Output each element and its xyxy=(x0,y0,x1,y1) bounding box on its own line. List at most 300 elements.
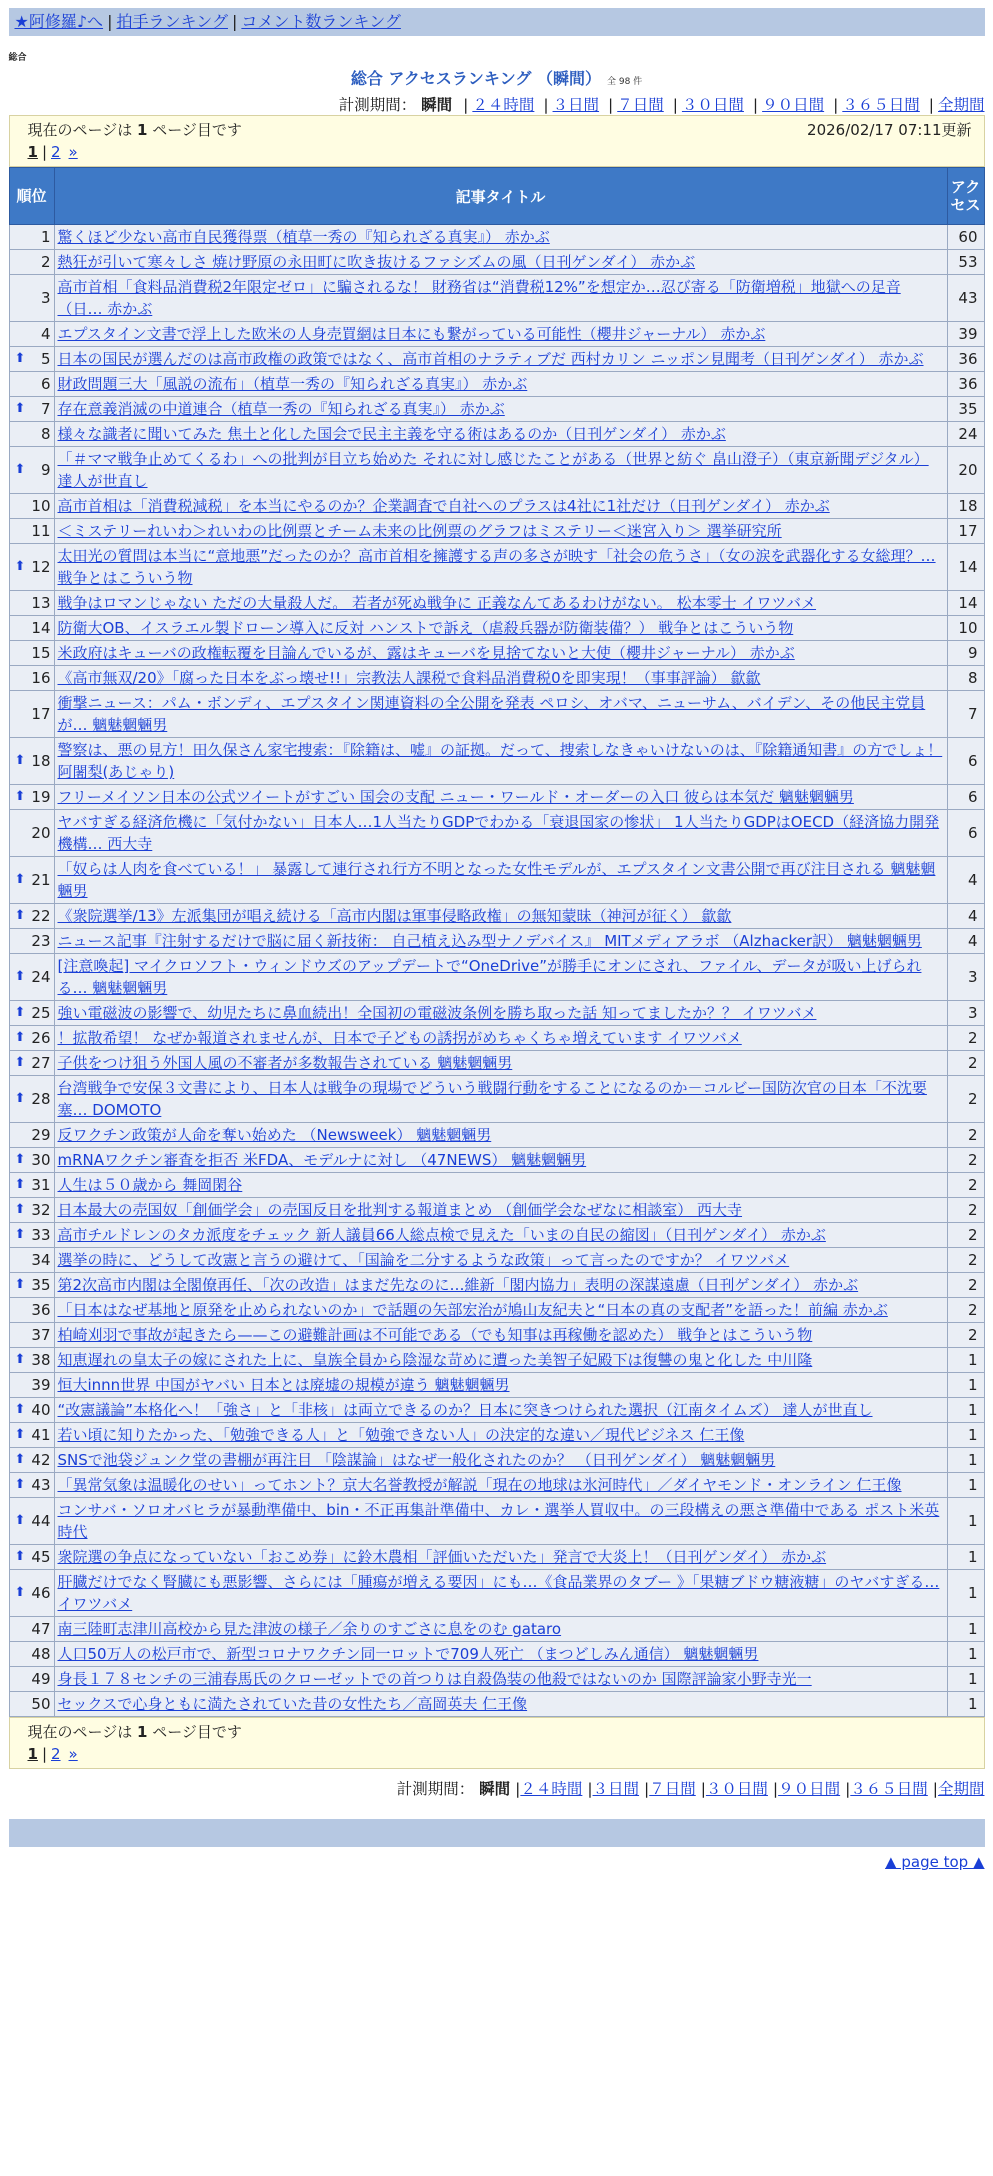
rank-number: 31 xyxy=(31,1176,51,1194)
rank-cell xyxy=(9,1692,54,1717)
ranking-table xyxy=(9,167,985,1717)
title-cell xyxy=(54,372,947,397)
rank-cell xyxy=(9,1498,54,1545)
article-link[interactable]: ニュース記事『注射するだけで脳に届く新技術： 自己植え込み型ナノデバイス』 MITメディアラボ （Alzhacker訳） 魑魅魍魎男 xyxy=(57,932,922,950)
article-link[interactable]: ！拡散希望！ なぜか報道されませんが、日本で子どもの誘拐がめちゃくちゃ増えています イワツバメ xyxy=(57,1029,742,1047)
rank-number: 40 xyxy=(31,1401,51,1419)
title-cell xyxy=(54,591,947,616)
article-link[interactable]: 高市チルドレンのタカ派度をチェック 新人議員66人総点検で見えた「いまの自民の縮図」（日刊ゲンダイ） 赤かぶ xyxy=(57,1226,826,1244)
table-row xyxy=(9,810,984,857)
article-link[interactable]: SNSで池袋ジュンク堂の書棚が再注目 「陰謀論」はなぜ一般化されたのか？ （日刊ゲンダイ） 魑魅魍魎男 xyxy=(57,1451,776,1469)
rank-cell xyxy=(9,1373,54,1398)
page xyxy=(9,0,985,1871)
pager-page-2-link-bottom[interactable]: 2 xyxy=(51,1745,61,1763)
rank-number: 13 xyxy=(31,594,51,612)
period-30d-link[interactable]: ３０日間 xyxy=(681,96,744,114)
rank-cell xyxy=(9,250,54,275)
article-link[interactable]: 防衛大OB、イスラエル製ドローン導入に反対 ハンストで訴え（虐殺兵器が防衛装備？） 戦争とはこういう物 xyxy=(57,619,794,637)
period-30d-link-bottom[interactable]: ３０日間 xyxy=(705,1780,768,1798)
current-page-text: 現在のページは 1 ページ目です xyxy=(27,121,242,139)
rank-number: 30 xyxy=(31,1151,51,1169)
rank-number: 28 xyxy=(31,1090,51,1108)
title-cell xyxy=(54,225,947,250)
table-row xyxy=(9,1323,984,1348)
table-row xyxy=(9,1076,984,1123)
access-count: 2 xyxy=(947,1123,984,1148)
rank-number: 1 xyxy=(40,228,51,246)
article-link[interactable]: コンサバ・ソロオバヒラが暴動準備中、bin・不正再集計準備中、カレ・選挙人買収中。の三段構えの悪さ準備中である ポスト米英時代 xyxy=(57,1501,940,1541)
applause-ranking-link[interactable]: 拍手ランキング xyxy=(116,12,228,31)
article-link[interactable]: 人生は５０歳から 舞岡閑谷 xyxy=(57,1176,243,1194)
access-count: 9 xyxy=(947,641,984,666)
table-row xyxy=(9,929,984,954)
article-link[interactable]: 「日本はなぜ基地と原発を止められないのか」で話題の矢部宏治が鳩山友紀夫と“日本の真の支配者”を語った！前編 赤かぶ xyxy=(57,1301,888,1319)
title-cell xyxy=(54,857,947,904)
access-count: 36 xyxy=(947,347,984,372)
title-cell xyxy=(54,785,947,810)
article-link[interactable]: 子供をつけ狙う外国人風の不審者が多数報告されている 魑魅魍魎男 xyxy=(57,1054,513,1072)
access-count: 14 xyxy=(947,544,984,591)
title-cell xyxy=(54,1498,947,1545)
title-cell xyxy=(54,1148,947,1173)
comment-ranking-link[interactable]: コメント数ランキング xyxy=(241,12,401,31)
access-count: 4 xyxy=(947,857,984,904)
article-link[interactable]: “改憲議論”本格化へ！「強さ」と「非核」は両立できるのか？日本に突きつけられた選択（江南タイムズ） 達人が世直し xyxy=(57,1401,873,1419)
table-row xyxy=(9,1026,984,1051)
period-3d-link[interactable]: ３日間 xyxy=(552,96,600,114)
rank-cell xyxy=(9,1076,54,1123)
table-row xyxy=(9,1448,984,1473)
rank-number: 34 xyxy=(31,1251,51,1269)
rank-number: 2 xyxy=(40,253,51,271)
table-row xyxy=(9,666,984,691)
nav-separator: | xyxy=(107,12,113,31)
article-link[interactable]: 知恵遅れの皇太子の嫁にされた上に、皇族全員から陰湿な苛めに遭った美智子妃殿下は復讐の鬼と化した 中川隆 xyxy=(57,1351,813,1369)
rank-cell xyxy=(9,1026,54,1051)
access-count: 35 xyxy=(947,397,984,422)
rank-cell xyxy=(9,904,54,929)
access-count: 8 xyxy=(947,666,984,691)
pager-current-page: 1 xyxy=(27,143,38,161)
article-link[interactable]: フリーメイソン日本の公式ツイートがすごい 国会の支配 ニュー・ワールド・オーダーの入口 彼らは本気だ 魑魅魍魎男 xyxy=(57,788,854,806)
period-label-bottom: 計測期間： xyxy=(396,1780,475,1798)
table-row xyxy=(9,1001,984,1026)
rank-cell xyxy=(9,447,54,494)
title-cell xyxy=(54,1001,947,1026)
article-link[interactable]: 高市首相は「消費税減税」を本当にやるのか？企業調査で自社へのプラスは4社に1社だけ（日刊ゲンダイ） 赤かぶ xyxy=(57,497,830,515)
title-cell xyxy=(54,616,947,641)
rank-cell xyxy=(9,1667,54,1692)
rank-cell xyxy=(9,1123,54,1148)
title-cell xyxy=(54,1076,947,1123)
access-count: 2 xyxy=(947,1323,984,1348)
title-cell xyxy=(54,322,947,347)
rank-number: 19 xyxy=(31,788,51,806)
title-cell xyxy=(54,954,947,1001)
table-row xyxy=(9,447,984,494)
title-cell xyxy=(54,275,947,322)
table-row xyxy=(9,1051,984,1076)
table-row xyxy=(9,544,984,591)
table-row xyxy=(9,857,984,904)
article-link[interactable]: エプスタイン文書で浮上した欧米の人身売買網は日本にも繋がっている可能性（櫻井ジャーナル） 赤かぶ xyxy=(57,325,766,343)
access-count: 4 xyxy=(947,929,984,954)
article-link[interactable]: 恒大innn世界 中国がヤバい 日本とは廃墟の規模が違う 魑魅魍魎男 xyxy=(57,1376,510,1394)
category-label: 総合 xyxy=(8,53,27,63)
period-90d-link[interactable]: ９０日間 xyxy=(762,96,825,114)
access-count: 1 xyxy=(947,1423,984,1448)
title-cell xyxy=(54,1323,947,1348)
article-link[interactable]: 「奴らは人肉を食べている！」 暴露して連行され行方不明となった女性モデルが、エプスタイン文書公開で再び注目される 魑魅魍魎男 xyxy=(57,860,936,900)
access-count: 17 xyxy=(947,519,984,544)
period-all-link-bottom[interactable]: 全期間 xyxy=(937,1780,985,1798)
period-24h-link[interactable]: ２４時間 xyxy=(472,96,535,114)
title-cell xyxy=(54,666,947,691)
rank-cell xyxy=(9,591,54,616)
ranking-title: 総合 アクセスランキング （瞬間） xyxy=(350,69,601,88)
article-link[interactable]: 強い電磁波の影響で、幼児たちに鼻血続出！全国初の電磁波条例を勝ち取った話 知ってましたか？？ イワツバメ xyxy=(57,1004,817,1022)
article-link[interactable]: 衆院選の争点になっていない「おこめ券」に鈴木農相「評価いただいた」発言で大炎上！（日刊ゲンダイ） 赤かぶ xyxy=(57,1548,827,1566)
pager-next-link[interactable]: » xyxy=(68,143,78,161)
article-link[interactable]: 台湾戦争で安保３文書により、日本人は戦争の現場でどういう戦闘行動をすることになるのか－コルビー国防次官の日本「不沈要塞… DOMOTO xyxy=(57,1079,927,1119)
period-selector-top: 計測期間： 瞬間 | ２４時間 | ３日間 | ７日間 | ３０日間 | ９０日間 | ３６５日間 | 全期間 xyxy=(338,96,985,114)
title-cell xyxy=(54,250,947,275)
table-header-row xyxy=(9,168,984,225)
table-row xyxy=(9,641,984,666)
access-count: 4 xyxy=(947,904,984,929)
table-row xyxy=(9,616,984,641)
table-row xyxy=(9,1223,984,1248)
article-link[interactable]: 警察は、悪の見方！田久保さん家宅捜索：『除籍は、嘘』の証拠。だって、捜索しなきゃいけないのは、『除籍通知書』の方でしょ！ 阿闍梨(あじゃり) xyxy=(57,741,943,781)
table-row xyxy=(9,322,984,347)
table-row xyxy=(9,691,984,738)
rank-number: 42 xyxy=(31,1451,51,1469)
rank-up-arrow-icon: ⬆ xyxy=(14,1227,26,1242)
article-link[interactable]: 戦争はロマンじゃない ただの大量殺人だ。 若者が死ぬ戦争に 正義なんてあるわけがない。 松本零士 イワツバメ xyxy=(57,594,817,612)
rank-number: 33 xyxy=(31,1226,51,1244)
article-link[interactable]: mRNAワクチン審査を拒否 米FDA、モデルナに対し （47NEWS） 魑魅魍魎男 xyxy=(57,1151,587,1169)
rank-number: 41 xyxy=(31,1426,51,1444)
title-cell xyxy=(54,1448,947,1473)
access-count: 3 xyxy=(947,1001,984,1026)
title-cell xyxy=(54,494,947,519)
rank-number: 39 xyxy=(31,1376,51,1394)
period-all-link[interactable]: 全期間 xyxy=(937,96,985,114)
rank-cell xyxy=(9,1148,54,1173)
rank-up-arrow-icon: ⬆ xyxy=(14,1427,26,1442)
rank-cell xyxy=(9,225,54,250)
rank-number: 50 xyxy=(31,1695,51,1713)
rank-cell xyxy=(9,785,54,810)
table-row xyxy=(9,1123,984,1148)
rank-up-arrow-icon: ⬆ xyxy=(14,789,26,804)
rank-up-arrow-icon: ⬆ xyxy=(14,1091,26,1106)
article-link[interactable]: 若い頃に知りたかった、「勉強できる人」と「勉強できない人」の決定的な違い／現代ビジネス 仁王像 xyxy=(57,1426,745,1444)
home-link[interactable]: ★阿修羅♪へ xyxy=(14,12,104,31)
rank-cell xyxy=(9,666,54,691)
rank-cell xyxy=(9,1423,54,1448)
article-link[interactable]: 高市首相「食料品消費税2年限定ゼロ」に騙されるな！ 財務省は“消費税12%”を想定か…忍び寄る「防衛増税」地獄への足音（日… 赤かぶ xyxy=(57,278,901,318)
title-cell xyxy=(54,1198,947,1223)
rank-cell xyxy=(9,1617,54,1642)
table-row xyxy=(9,422,984,447)
period-24h-link-bottom[interactable]: ２４時間 xyxy=(520,1780,583,1798)
period-90d-link-bottom[interactable]: ９０日間 xyxy=(778,1780,841,1798)
article-link[interactable]: 日本の国民が選んだのは高市政権の政策ではなく、高市首相のナラティブだ 西村カリン ニッポン見聞考（日刊ゲンダイ） 赤かぶ xyxy=(57,350,924,368)
article-link[interactable]: 反ワクチン政策が人命を奪い始めた （Newsweek） 魑魅魍魎男 xyxy=(57,1126,492,1144)
period-365d-link[interactable]: ３６５日間 xyxy=(842,96,920,114)
rank-up-arrow-icon: ⬆ xyxy=(14,1477,26,1492)
table-row xyxy=(9,1373,984,1398)
table-row xyxy=(9,1398,984,1423)
table-row xyxy=(9,519,984,544)
period-selector-bottom: 計測期間： 瞬間 |２４時間 |３日間 |７日間 |３０日間 |９０日間 |３６５日間 |全期間 xyxy=(396,1780,985,1798)
rank-up-arrow-icon: ⬆ xyxy=(14,559,26,574)
access-count: 1 xyxy=(947,1348,984,1373)
article-link[interactable]: 米政府はキューバの政権転覆を目論んでいるが、露はキューバを見捨てないと大使（櫻井ジャーナル） 赤かぶ xyxy=(57,644,795,662)
table-row xyxy=(9,225,984,250)
rank-cell xyxy=(9,738,54,785)
rank-cell xyxy=(9,1642,54,1667)
period-365d-link-bottom[interactable]: ３６５日間 xyxy=(850,1780,928,1798)
table-row xyxy=(9,1423,984,1448)
title-cell xyxy=(54,641,947,666)
period-7d-link-bottom[interactable]: ７日間 xyxy=(649,1780,696,1798)
rank-cell xyxy=(9,1570,54,1617)
rank-cell xyxy=(9,691,54,738)
rank-number: 44 xyxy=(31,1512,51,1530)
article-link[interactable]: ヤバすぎる経済危機に「気付かない」日本人…1人当たりGDPでわかる「衰退国家の惨状」 1人当たりGDPはOECD（経済協力開発機構… 西大寺 xyxy=(57,813,940,853)
article-link[interactable]: 日本最大の売国奴「創価学会」の売国反日を批判する報道まとめ （創価学会なぜなに相談室） 西大寺 xyxy=(57,1201,743,1219)
article-link[interactable]: [注意喚起] マイクロソフト・ウィンドウズのアップデートで“OneDrive”が勝手にオンにされ、ファイル、データが吸い上げられる… 魑魅魍魎男 xyxy=(57,957,922,997)
title-cell xyxy=(54,1473,947,1498)
rank-number: 36 xyxy=(31,1301,51,1319)
rank-cell xyxy=(9,1545,54,1570)
article-link[interactable]: 熱狂が引いて寒々しさ 焼け野原の永田町に吹き抜けるファシズムの風（日刊ゲンダイ） 赤かぶ xyxy=(57,253,696,271)
article-link[interactable]: 様々な識者に聞いてみた 焦土と化した国会で民主主義を守る術はあるのか（日刊ゲンダイ） 赤かぶ xyxy=(57,425,726,443)
rank-cell xyxy=(9,1298,54,1323)
access-count: 1 xyxy=(947,1667,984,1692)
rank-cell xyxy=(9,1448,54,1473)
count-column-header: アクセス xyxy=(947,168,984,225)
article-link[interactable]: 柏崎刈羽で事故が起きたら——この避難計画は不可能である（でも知事は再稼働を認めた） 戦争とはこういう物 xyxy=(57,1326,813,1344)
rank-cell xyxy=(9,616,54,641)
article-link[interactable]: 存在意義消滅の中道連合（植草一秀の『知られざる真実』） 赤かぶ xyxy=(57,400,505,418)
article-link[interactable]: 「＃ママ戦争止めてくるわ」への批判が目立ち始めた それに対し感じたことがある（世界と紡ぐ 畠山澄子）（東京新聞デジタル） 達人が世直し xyxy=(57,450,929,490)
table-row xyxy=(9,250,984,275)
table-row xyxy=(9,1298,984,1323)
table-row xyxy=(9,1667,984,1692)
rank-number: 22 xyxy=(31,907,51,925)
rank-number: 26 xyxy=(31,1029,51,1047)
article-link[interactable]: 人口50万人の松戸市で、新型コロナワクチン同一ロットで709人死亡 （まつどしみん通信） 魑魅魍魎男 xyxy=(57,1645,759,1663)
title-cell xyxy=(54,422,947,447)
access-count: 2 xyxy=(947,1026,984,1051)
rank-up-arrow-icon: ⬆ xyxy=(14,1030,26,1045)
period-label: 計測期間： xyxy=(338,96,417,114)
title-cell xyxy=(54,1423,947,1448)
title-cell xyxy=(54,1248,947,1273)
title-cell xyxy=(54,347,947,372)
access-count: 6 xyxy=(947,810,984,857)
rank-cell xyxy=(9,857,54,904)
article-link[interactable]: 驚くほど少ない高市自民獲得票（植草一秀の『知られざる真実』） 赤かぶ xyxy=(57,228,550,246)
rank-cell xyxy=(9,1348,54,1373)
pager-bottom: 1 | 2 » xyxy=(27,1745,78,1763)
access-count: 2 xyxy=(947,1173,984,1198)
article-link[interactable]: 《衆院選挙/13》左派集団が唱え続ける「高市内閣は軍事侵略政権」の無知蒙昧（神河が征く） 歙歙 xyxy=(57,907,732,925)
title-cell xyxy=(54,1298,947,1323)
table-row xyxy=(9,397,984,422)
title-cell xyxy=(54,1348,947,1373)
article-link[interactable]: 第2次高市内閣は全閣僚再任、「次の改造」はまだ先なのに…維新「閣内協力」表明の深謀遠慮（日刊ゲンダイ） 赤かぶ xyxy=(57,1276,859,1294)
rank-number: 21 xyxy=(31,871,51,889)
rank-number: 32 xyxy=(31,1201,51,1219)
rank-cell xyxy=(9,422,54,447)
title-cell xyxy=(54,397,947,422)
nav-separator: | xyxy=(231,12,238,31)
rank-up-arrow-icon: ⬆ xyxy=(14,1277,26,1292)
rank-up-arrow-icon: ⬆ xyxy=(14,1585,26,1600)
table-row xyxy=(9,494,984,519)
article-link[interactable]: 肝臓だけでなく腎臓にも悪影響、さらには「腫瘍が増える要因」にも…《食品業界のタブー 》「果糖ブドウ糖液糖」のヤバすぎる… イワツバメ xyxy=(57,1573,940,1613)
rank-up-arrow-icon: ⬆ xyxy=(14,969,26,984)
article-link[interactable]: 太田光の質問は本当に“意地悪”だったのか？高市首相を擁護する声の多さが映す「社会の危うさ」（女の涙を武器化する女総理？… 戦争とはこういう物 xyxy=(57,547,936,587)
table-row xyxy=(9,372,984,397)
rank-cell xyxy=(9,810,54,857)
title-cell xyxy=(54,1173,947,1198)
rank-number: 43 xyxy=(31,1476,51,1494)
access-count: 2 xyxy=(947,1076,984,1123)
rank-number: 37 xyxy=(31,1326,51,1344)
table-row xyxy=(9,1173,984,1198)
article-link[interactable]: 南三陸町志津川高校から見た津波の様子／余りのすごさに息をのむ gataro xyxy=(57,1620,562,1638)
rank-cell xyxy=(9,1001,54,1026)
access-count: 10 xyxy=(947,616,984,641)
table-row xyxy=(9,1148,984,1173)
rank-number: 47 xyxy=(31,1620,51,1638)
rank-cell xyxy=(9,275,54,322)
access-count: 1 xyxy=(947,1473,984,1498)
access-count: 2 xyxy=(947,1198,984,1223)
access-count: 39 xyxy=(947,322,984,347)
rank-number: 6 xyxy=(40,375,51,393)
rank-cell xyxy=(9,519,54,544)
title-cell xyxy=(54,1051,947,1076)
table-row xyxy=(9,1545,984,1570)
title-cell xyxy=(54,1398,947,1423)
article-link[interactable]: ＜ミステリーれいわ＞れいわの比例票とチーム未来の比例票のグラフはミステリー＜迷宮入り＞ 選挙研究所 xyxy=(57,522,782,540)
period-current: 瞬間 xyxy=(421,96,453,114)
rank-up-arrow-icon: ⬆ xyxy=(14,1005,26,1020)
rank-cell xyxy=(9,1273,54,1298)
article-link[interactable]: セックスで心身ともに満たされていた昔の女性たち／高岡英夫 仁王像 xyxy=(57,1695,528,1713)
title-cell xyxy=(54,1642,947,1667)
rank-number: 23 xyxy=(31,932,51,950)
access-count: 3 xyxy=(947,954,984,1001)
title-cell xyxy=(54,738,947,785)
title-cell xyxy=(54,1123,947,1148)
period-7d-link[interactable]: ７日間 xyxy=(617,96,664,114)
rank-up-arrow-icon: ⬆ xyxy=(14,1513,26,1528)
rank-number: 27 xyxy=(31,1054,51,1072)
article-link[interactable]: 身長１７８センチの三浦春馬氏のクローゼットでの首つりは自殺偽装の他殺ではないのか 国際評論家小野寺光一 xyxy=(57,1670,812,1688)
rank-up-arrow-icon: ⬆ xyxy=(14,1549,26,1564)
table-row xyxy=(9,1498,984,1545)
rank-cell xyxy=(9,1398,54,1423)
pager-page-2-link[interactable]: 2 xyxy=(51,143,61,161)
access-count: 36 xyxy=(947,372,984,397)
access-count: 2 xyxy=(947,1148,984,1173)
rank-up-arrow-icon: ⬆ xyxy=(14,1177,26,1192)
footer-bar xyxy=(9,1819,985,1847)
pager-next-link-bottom[interactable]: » xyxy=(68,1745,78,1763)
table-row xyxy=(9,1570,984,1617)
access-count: 2 xyxy=(947,1248,984,1273)
rank-cell xyxy=(9,1473,54,1498)
table-row xyxy=(9,275,984,322)
rank-up-arrow-icon: ⬆ xyxy=(14,1352,26,1367)
article-link[interactable]: 「異常気象は温暖化のせい」ってホント？京大名誉教授が解説「現在の地球は氷河時代」／ダイヤモンド・オンライン 仁王像 xyxy=(57,1476,902,1494)
rank-number: 29 xyxy=(31,1126,51,1144)
rank-up-arrow-icon: ⬆ xyxy=(14,1055,26,1070)
rank-up-arrow-icon: ⬆ xyxy=(14,753,26,768)
table-row xyxy=(9,1642,984,1667)
table-row xyxy=(9,904,984,929)
table-row xyxy=(9,1348,984,1373)
article-link[interactable]: 選挙の時に、どうして改憲と言うの避けて、「国論を二分するような政策」って言ったのですか？ イワツバメ xyxy=(57,1251,790,1269)
rank-number: 4 xyxy=(40,325,51,343)
page-top-container xyxy=(9,1853,985,1871)
total-count: 全 98 件 xyxy=(607,77,643,87)
access-count: 1 xyxy=(947,1617,984,1642)
table-row xyxy=(9,785,984,810)
article-link[interactable]: 衝撃ニュース：パム・ボンディ、エプスタイン関連資料の全公開を発表 ペロシ、オバマ、ニューサム、バイデン、その他民主党員が… 魑魅魍魎男 xyxy=(57,694,926,734)
article-link[interactable]: 《高市無双/20》「腐った日本をぶっ壊せ!!」宗教法人課税で食料品消費税0を即実現！（事事評論） 歙歙 xyxy=(57,669,761,687)
rank-cell xyxy=(9,1223,54,1248)
access-count: 60 xyxy=(947,225,984,250)
table-row xyxy=(9,1248,984,1273)
rank-number: 7 xyxy=(40,400,51,418)
rank-cell xyxy=(9,494,54,519)
rank-up-arrow-icon: ⬆ xyxy=(14,1202,26,1217)
top-nav-bar xyxy=(9,8,985,36)
rank-up-arrow-icon: ⬆ xyxy=(14,462,26,477)
table-row xyxy=(9,1273,984,1298)
title-cell xyxy=(54,544,947,591)
title-cell xyxy=(54,1692,947,1717)
rank-number: 15 xyxy=(31,644,51,662)
access-count: 6 xyxy=(947,738,984,785)
article-link[interactable]: 財政問題三大「風説の流布」（植草一秀の『知られざる真実』） 赤かぶ xyxy=(57,375,528,393)
period-3d-link-bottom[interactable]: ３日間 xyxy=(592,1780,640,1798)
rank-number: 5 xyxy=(40,350,51,368)
rank-number: 25 xyxy=(31,1004,51,1022)
period-current-bottom: 瞬間 xyxy=(479,1780,511,1798)
access-count: 7 xyxy=(947,691,984,738)
title-cell xyxy=(54,810,947,857)
table-row xyxy=(9,1198,984,1223)
access-count: 43 xyxy=(947,275,984,322)
rank-cell xyxy=(9,544,54,591)
rank-cell xyxy=(9,929,54,954)
page-top-link[interactable]: ▲ page top ▲ xyxy=(885,1853,985,1871)
rank-cell xyxy=(9,641,54,666)
rank-cell xyxy=(9,1051,54,1076)
page-info-bottom xyxy=(9,1717,985,1769)
updated-timestamp: 2026/02/17 07:11更新 xyxy=(807,121,972,139)
rank-up-arrow-icon: ⬆ xyxy=(14,1452,26,1467)
